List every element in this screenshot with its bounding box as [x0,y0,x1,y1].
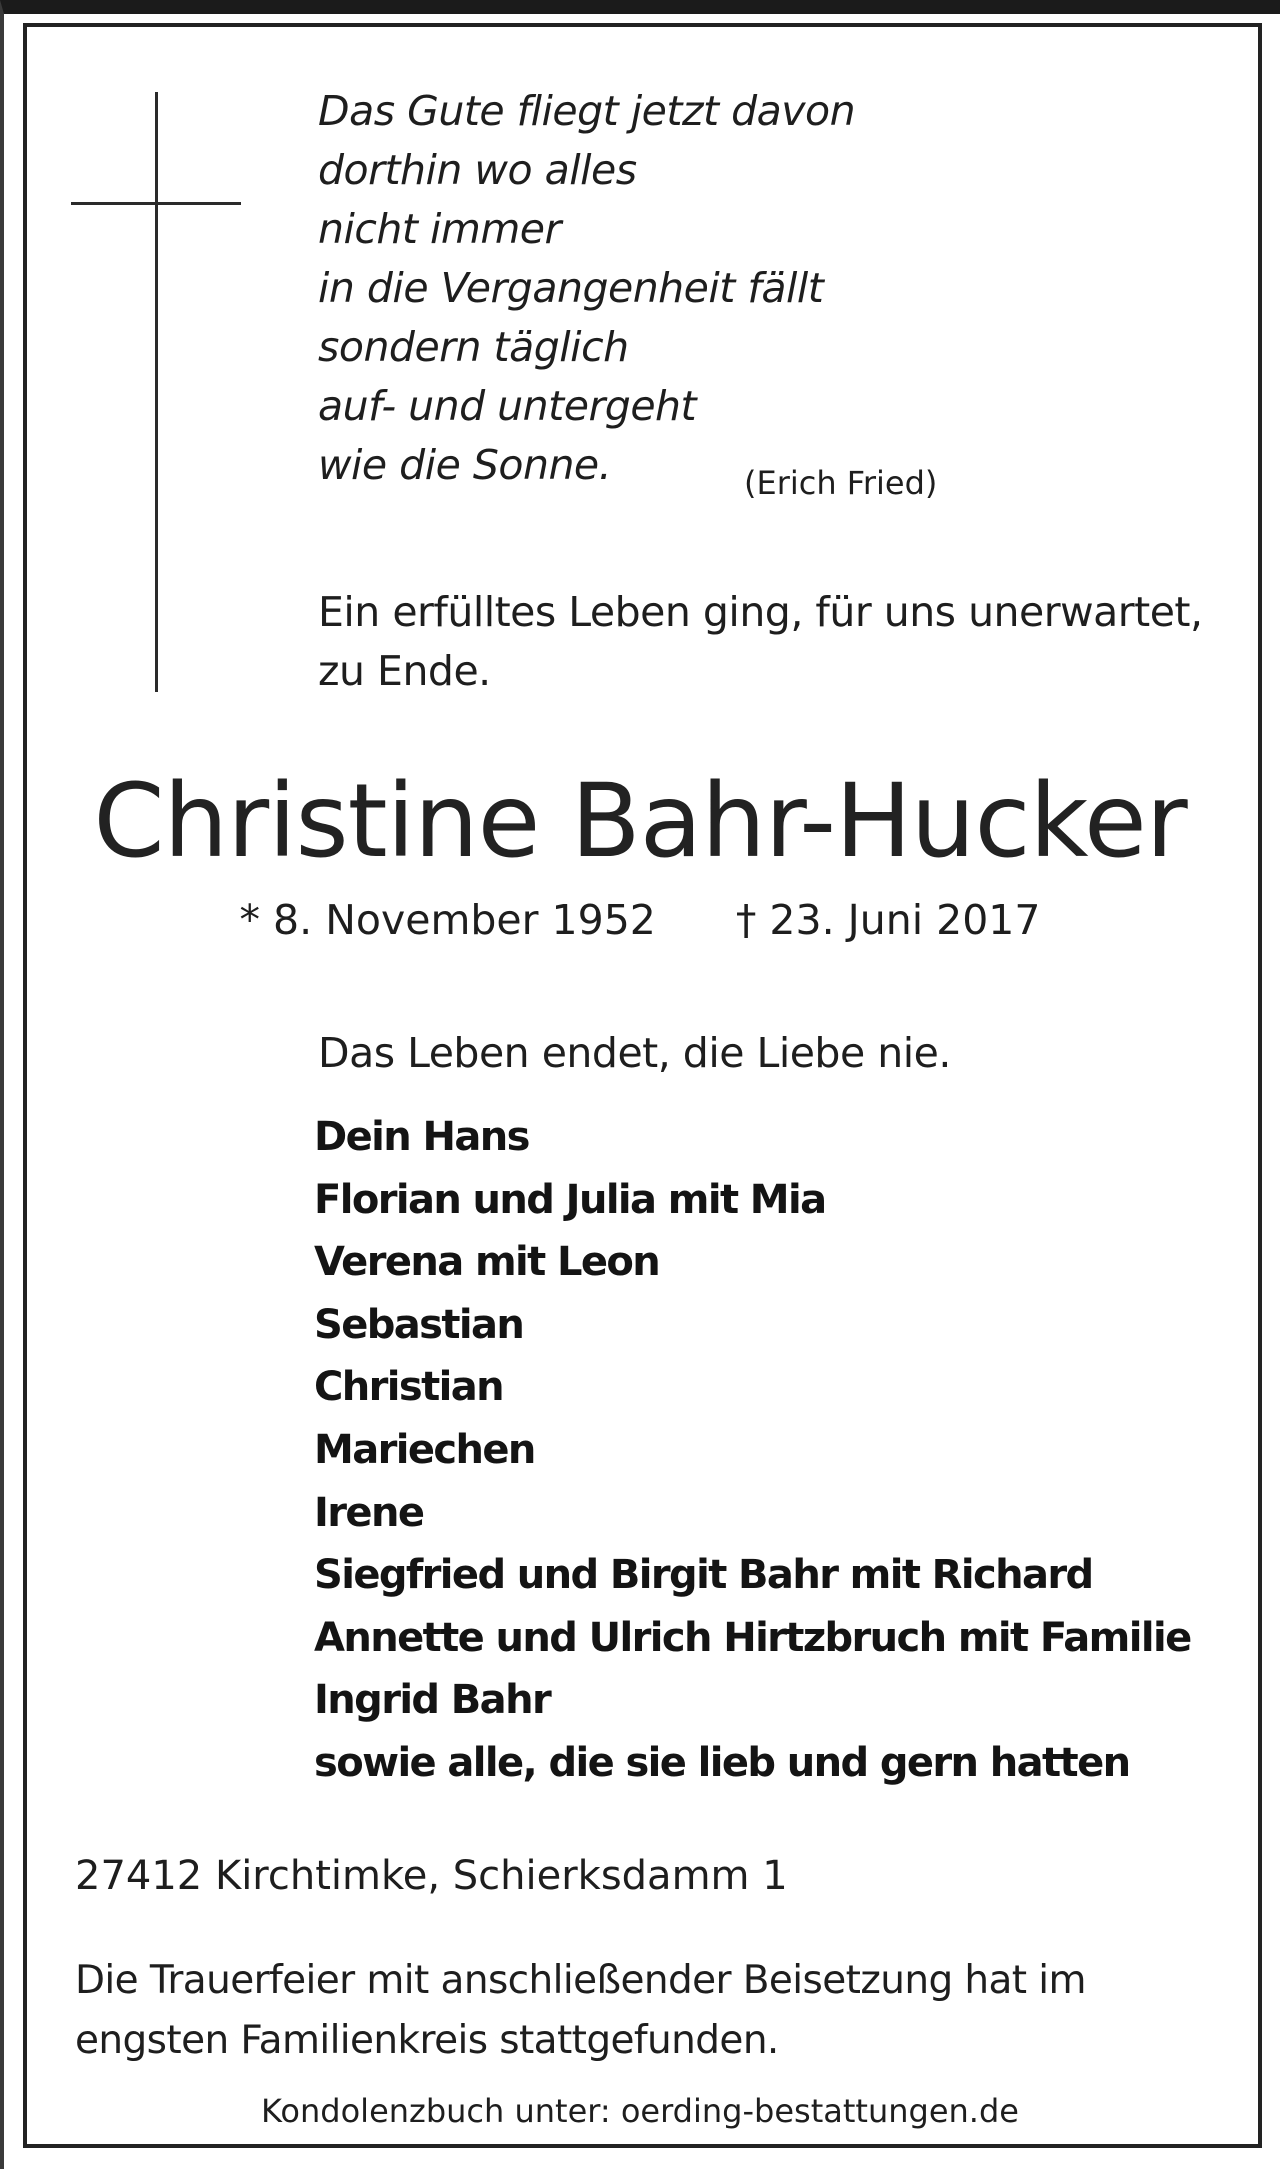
mourners-list [314,1106,1191,1795]
mourner: Christian [314,1364,503,1411]
mourner: Irene [314,1489,424,1536]
intro-line: zu Ende. [318,647,491,695]
death-date: † 23. Juni 2017 [735,896,1041,944]
poem-line: auf- und untergeht [318,382,697,430]
poem-line: wie die Sonne. [318,441,612,489]
motto: Das Leben endet, die Liebe nie. [318,1029,951,1077]
mourner: Sebastian [314,1301,524,1348]
ceremony-line: engsten Familienkreis stattgefunden. [75,2018,779,2063]
cross-icon-vertical-bar [155,92,158,692]
poem [318,82,855,495]
poem-line: nicht immer [318,205,561,253]
ceremony-notice [75,1951,1086,2071]
mourner: Siegfried und Birgit Bahr mit Richard [314,1552,1093,1599]
mourner: Annette und Ulrich Hirtzbruch mit Familie [314,1614,1191,1661]
poem-line: in die Vergangenheit fällt [318,264,824,312]
mourner: Dein Hans [314,1114,529,1160]
address: 27412 Kirchtimke, Schierksdamm 1 [75,1853,788,1899]
cross-icon-horizontal-bar [71,202,241,205]
mourner: Ingrid Bahr [314,1677,551,1724]
poem-line: sondern täglich [318,323,629,371]
birth-date: * 8. November 1952 [239,896,656,944]
condolence-book-link: Kondolenzbuch unter: oerding-bestattungen.de [261,2092,1019,2130]
intro-line: Ein erfülltes Leben ging, für uns unerwartet, [318,588,1203,636]
intro-text [318,583,1203,701]
mourner: Mariechen [314,1426,535,1473]
deceased-name: Christine Bahr-Hucker [93,762,1187,881]
life-dates [0,890,1280,950]
poem-line: dorthin wo alles [318,146,637,194]
mourner: Verena mit Leon [314,1239,660,1286]
poem-author: (Erich Fried) [744,464,938,502]
ceremony-line: Die Trauerfeier mit anschließender Beisetzung hat im [75,1958,1086,2003]
poem-line: Das Gute fliegt jetzt davon [318,87,856,135]
mourner: sowie alle, die sie lieb und gern hatten [314,1739,1130,1786]
mourner: Florian und Julia mit Mia [314,1176,826,1223]
